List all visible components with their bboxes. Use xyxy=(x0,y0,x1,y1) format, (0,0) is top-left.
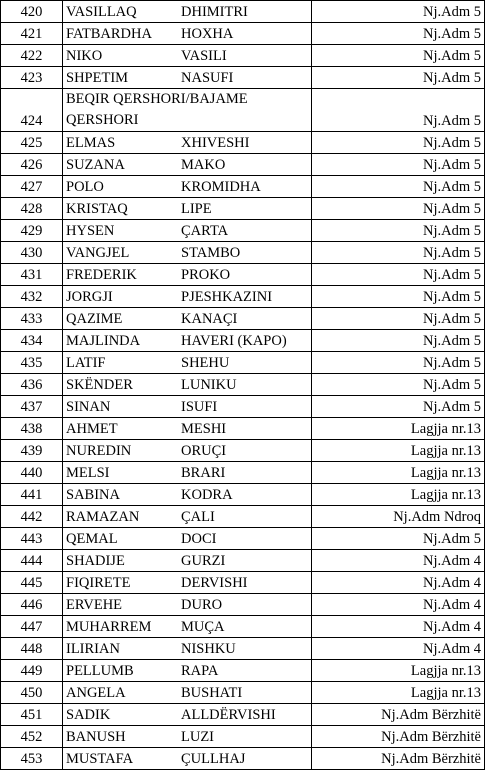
admin-unit: Nj.Adm 5 xyxy=(312,176,485,198)
table-row xyxy=(1,396,485,418)
last-name: DURO xyxy=(181,597,223,613)
admin-unit: Nj.Adm 5 xyxy=(312,264,485,286)
admin-unit: Nj.Adm Ndroq xyxy=(312,506,485,528)
row-number: 431 xyxy=(1,264,63,286)
table-row xyxy=(1,352,485,374)
table-row xyxy=(1,704,485,726)
first-name: AHMET xyxy=(66,421,118,437)
person-name xyxy=(63,45,312,67)
last-name: PJESHKAZINI xyxy=(181,289,273,305)
person-name xyxy=(63,462,312,484)
person-name xyxy=(63,396,312,418)
row-number: 448 xyxy=(1,638,63,660)
first-name: HYSEN xyxy=(66,223,115,239)
last-name: LUNIKU xyxy=(181,377,237,393)
admin-unit: Nj.Adm 4 xyxy=(312,594,485,616)
last-name: HOXHA xyxy=(181,26,234,42)
first-name: LATIF xyxy=(66,355,106,371)
admin-unit: Nj.Adm 5 xyxy=(312,330,485,352)
last-name: MAKO xyxy=(181,157,226,173)
person-name xyxy=(63,550,312,572)
first-name: FATBARDHA xyxy=(66,26,152,42)
first-name: SHPETIM xyxy=(66,70,129,86)
last-name: PROKO xyxy=(181,267,231,283)
first-name: SADIK xyxy=(66,707,111,723)
row-number: 443 xyxy=(1,528,63,550)
person-name xyxy=(63,572,312,594)
person-name xyxy=(63,748,312,770)
admin-unit: Lagjja nr.13 xyxy=(312,660,485,682)
table-row xyxy=(1,638,485,660)
admin-unit: Nj.Adm Bërzhitë xyxy=(312,748,485,770)
first-name: ELMAS xyxy=(66,135,116,151)
row-number: 432 xyxy=(1,286,63,308)
row-number: 436 xyxy=(1,374,63,396)
person-name xyxy=(63,1,312,23)
row-number: 441 xyxy=(1,484,63,506)
row-number: 449 xyxy=(1,660,63,682)
first-name: QAZIME xyxy=(66,311,123,327)
row-number: 451 xyxy=(1,704,63,726)
person-name xyxy=(63,286,312,308)
row-number: 420 xyxy=(1,1,63,23)
person-name xyxy=(63,154,312,176)
admin-unit: Nj.Adm 4 xyxy=(312,572,485,594)
table-row xyxy=(1,176,485,198)
first-name: MAJLINDA xyxy=(66,333,141,349)
first-name: MUHARREM xyxy=(66,619,152,635)
admin-unit: Nj.Adm 5 xyxy=(312,220,485,242)
last-name: DERVISHI xyxy=(181,575,248,591)
person-name xyxy=(63,528,312,550)
first-name: BANUSH xyxy=(66,729,126,745)
admin-unit: Nj.Adm Bërzhitë xyxy=(312,704,485,726)
first-name: FIQIRETE xyxy=(66,575,131,591)
first-name: SUZANA xyxy=(66,157,125,173)
admin-unit: Nj.Adm 5 xyxy=(312,374,485,396)
last-name: XHIVESHI xyxy=(181,135,250,151)
admin-unit: Lagjja nr.13 xyxy=(312,484,485,506)
person-name xyxy=(63,704,312,726)
table-row xyxy=(1,264,485,286)
person-name xyxy=(63,374,312,396)
first-name: SINAN xyxy=(66,399,111,415)
person-name xyxy=(63,352,312,374)
row-number: 425 xyxy=(1,132,63,154)
admin-unit: Lagjja nr.13 xyxy=(312,462,485,484)
admin-unit: Nj.Adm 5 xyxy=(312,154,485,176)
admin-unit: Nj.Adm 4 xyxy=(312,616,485,638)
first-name: MUSTAFA xyxy=(66,751,134,767)
person-name xyxy=(63,242,312,264)
last-name: DOCI xyxy=(181,531,217,547)
last-name: DHIMITRI xyxy=(181,4,248,20)
row-number: 442 xyxy=(1,506,63,528)
row-number: 430 xyxy=(1,242,63,264)
last-name: SHEHU xyxy=(181,355,230,371)
table-row xyxy=(1,286,485,308)
table-row xyxy=(1,616,485,638)
row-number: 452 xyxy=(1,726,63,748)
table-row xyxy=(1,550,485,572)
row-number: 447 xyxy=(1,616,63,638)
last-name: LUZI xyxy=(181,729,215,745)
row-number: 438 xyxy=(1,418,63,440)
first-name: ANGELA xyxy=(66,685,126,701)
last-name: MESHI xyxy=(181,421,227,437)
row-number: 453 xyxy=(1,748,63,770)
first-name: VANGJEL xyxy=(66,245,130,261)
admin-unit: Nj.Adm 5 xyxy=(312,23,485,45)
row-number: 423 xyxy=(1,67,63,89)
table-row xyxy=(1,154,485,176)
last-name: ÇALI xyxy=(181,509,215,525)
person-name xyxy=(63,616,312,638)
row-number: 429 xyxy=(1,220,63,242)
row-number: 428 xyxy=(1,198,63,220)
row-number: 424 xyxy=(1,89,63,132)
table-row xyxy=(1,374,485,396)
last-name: ÇARTA xyxy=(181,223,229,239)
row-number: 445 xyxy=(1,572,63,594)
table-row xyxy=(1,132,485,154)
first-name: NUREDIN xyxy=(66,443,132,459)
last-name: RAPA xyxy=(181,663,219,679)
admin-unit: Nj.Adm 5 xyxy=(312,89,485,132)
admin-unit: Nj.Adm 5 xyxy=(312,198,485,220)
first-name: BEQIR QERSHORI/BAJAME QERSHORI xyxy=(66,91,248,128)
last-name: VASILI xyxy=(181,48,227,64)
row-number: 444 xyxy=(1,550,63,572)
roster-body xyxy=(1,1,485,770)
first-name: JORGJI xyxy=(66,289,113,305)
last-name: ALLDËRVISHI xyxy=(181,707,276,723)
first-name: RAMAZAN xyxy=(66,509,140,525)
admin-unit: Lagjja nr.13 xyxy=(312,440,485,462)
person-name xyxy=(63,264,312,286)
table-row xyxy=(1,440,485,462)
person-name xyxy=(63,132,312,154)
table-row xyxy=(1,198,485,220)
admin-unit: Nj.Adm 5 xyxy=(312,1,485,23)
admin-unit: Nj.Adm 4 xyxy=(312,638,485,660)
admin-unit: Nj.Adm 5 xyxy=(312,242,485,264)
table-row xyxy=(1,67,485,89)
first-name: NIKO xyxy=(66,48,103,64)
person-name xyxy=(63,506,312,528)
row-number: 434 xyxy=(1,330,63,352)
person-name xyxy=(63,198,312,220)
row-number: 427 xyxy=(1,176,63,198)
last-name: KROMIDHA xyxy=(181,179,261,195)
first-name: ERVEHE xyxy=(66,597,123,613)
table-row xyxy=(1,660,485,682)
table-row xyxy=(1,330,485,352)
admin-unit: Nj.Adm 5 xyxy=(312,45,485,67)
first-name: SHADIJE xyxy=(66,553,125,569)
row-number: 421 xyxy=(1,23,63,45)
first-name: MELSI xyxy=(66,465,110,481)
person-name xyxy=(63,440,312,462)
table-row xyxy=(1,462,485,484)
row-number: 439 xyxy=(1,440,63,462)
admin-unit: Nj.Adm 5 xyxy=(312,528,485,550)
person-name xyxy=(63,220,312,242)
first-name: VASILLAQ xyxy=(66,4,137,20)
person-name xyxy=(63,682,312,704)
last-name: STAMBO xyxy=(181,245,241,261)
admin-unit: Nj.Adm 5 xyxy=(312,308,485,330)
first-name: QEMAL xyxy=(66,531,118,547)
last-name: KODRA xyxy=(181,487,233,503)
table-row xyxy=(1,506,485,528)
person-name xyxy=(63,67,312,89)
first-name: KRISTAQ xyxy=(66,201,128,217)
table-row xyxy=(1,45,485,67)
admin-unit: Nj.Adm 5 xyxy=(312,132,485,154)
table-row xyxy=(1,23,485,45)
row-number: 435 xyxy=(1,352,63,374)
first-name: POLO xyxy=(66,179,104,195)
last-name: ISUFI xyxy=(181,399,218,415)
admin-unit: Nj.Adm 5 xyxy=(312,396,485,418)
table-row xyxy=(1,89,485,132)
person-name xyxy=(63,89,312,132)
row-number: 422 xyxy=(1,45,63,67)
last-name: HAVERI (KAPO) xyxy=(181,333,287,349)
last-name: LIPE xyxy=(181,201,212,217)
table-row xyxy=(1,484,485,506)
last-name: ÇULLHAJ xyxy=(181,751,246,767)
person-name xyxy=(63,660,312,682)
person-name xyxy=(63,418,312,440)
table-row xyxy=(1,726,485,748)
admin-unit: Lagjja nr.13 xyxy=(312,682,485,704)
person-name xyxy=(63,176,312,198)
table-row xyxy=(1,308,485,330)
admin-unit: Nj.Adm 4 xyxy=(312,550,485,572)
last-name: NISHKU xyxy=(181,641,236,657)
first-name: FREDERIK xyxy=(66,267,137,283)
first-name: SKËNDER xyxy=(66,377,133,393)
admin-unit: Nj.Adm 5 xyxy=(312,352,485,374)
person-name xyxy=(63,638,312,660)
row-number: 426 xyxy=(1,154,63,176)
table-row xyxy=(1,528,485,550)
last-name: GURZI xyxy=(181,553,226,569)
last-name: MUÇA xyxy=(181,619,225,635)
table-row xyxy=(1,682,485,704)
last-name: BRARI xyxy=(181,465,226,481)
table-row xyxy=(1,242,485,264)
table-row xyxy=(1,220,485,242)
admin-unit: Lagjja nr.13 xyxy=(312,418,485,440)
table-row xyxy=(1,594,485,616)
person-name xyxy=(63,484,312,506)
last-name: KANAÇI xyxy=(181,311,238,327)
last-name: ORUÇI xyxy=(181,443,227,459)
last-name: NASUFI xyxy=(181,70,234,86)
row-number: 440 xyxy=(1,462,63,484)
table-row xyxy=(1,418,485,440)
row-number: 446 xyxy=(1,594,63,616)
last-name: BUSHATI xyxy=(181,685,243,701)
row-number: 433 xyxy=(1,308,63,330)
table-row xyxy=(1,572,485,594)
person-name xyxy=(63,308,312,330)
person-name xyxy=(63,23,312,45)
first-name: SABINA xyxy=(66,487,120,503)
person-name xyxy=(63,594,312,616)
admin-unit: Nj.Adm Bërzhitë xyxy=(312,726,485,748)
admin-unit: Nj.Adm 5 xyxy=(312,67,485,89)
table-row xyxy=(1,1,485,23)
table-row xyxy=(1,748,485,770)
person-name xyxy=(63,726,312,748)
first-name: ILIRIAN xyxy=(66,641,120,657)
first-name: PELLUMB xyxy=(66,663,134,679)
row-number: 450 xyxy=(1,682,63,704)
person-name xyxy=(63,330,312,352)
admin-unit: Nj.Adm 5 xyxy=(312,286,485,308)
row-number: 437 xyxy=(1,396,63,418)
